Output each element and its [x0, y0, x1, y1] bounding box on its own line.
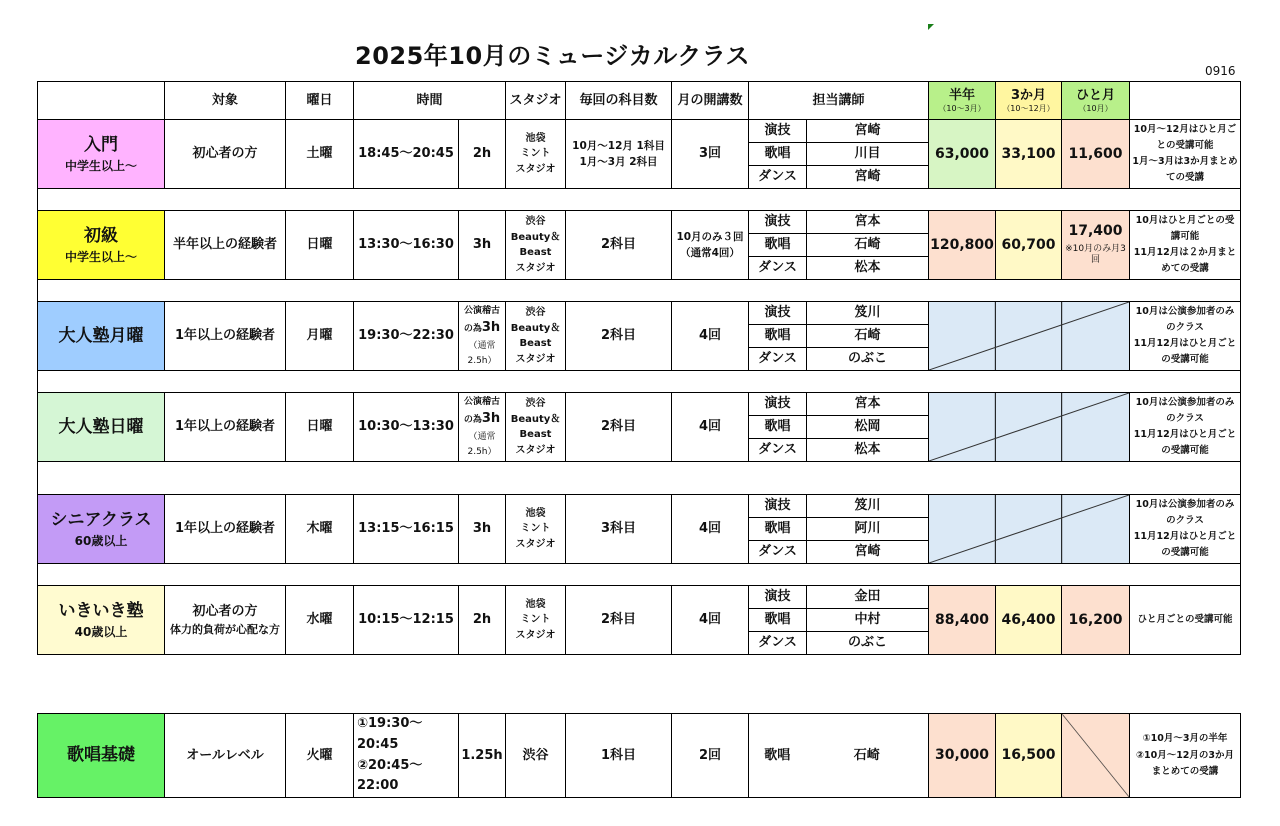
instructor-cell	[749, 495, 929, 564]
price-half-year: 63,000	[929, 120, 996, 189]
price-one-month-na	[1062, 714, 1130, 798]
studio-cell: 渋谷 Beauty＆ Beast スタジオ	[506, 393, 566, 462]
class-schedule-table	[37, 81, 1241, 655]
subject-acting: 演技	[749, 586, 807, 609]
price-half-year: 120,800	[929, 211, 996, 280]
subject-dance: ダンス	[749, 348, 807, 371]
target-cell: オールレベル	[165, 714, 286, 798]
class-row-otona-sunday	[38, 393, 1241, 462]
instructor-name: 川目	[807, 143, 929, 166]
header-three-months: 3か月 （10～12月）	[996, 82, 1062, 120]
subject-acting: 演技	[749, 495, 807, 518]
time-cell: 10:30～13:30	[354, 393, 459, 462]
price-half-year: 88,400	[929, 586, 996, 655]
instructor-name: 石崎	[806, 714, 929, 798]
day-cell: 日曜	[286, 393, 354, 462]
instructor-name: 金田	[807, 586, 929, 609]
subject-acting: 演技	[749, 120, 807, 143]
monthly-cell: 10月のみ３回 （通常4回）	[672, 211, 749, 280]
hours-cell: 1.25h	[459, 714, 506, 798]
subject-singing: 歌唱	[749, 234, 807, 257]
subjects-cell: 2科目	[566, 393, 672, 462]
page-title: 2025年10月のミュージカルクラス	[355, 42, 751, 70]
header-subjects: 毎回の科目数	[566, 82, 672, 120]
time-cell: 18:45～20:45	[354, 120, 459, 189]
diagonal-strike-icon	[929, 302, 1129, 370]
subjects-cell: 2科目	[566, 211, 672, 280]
instructor-name: 中村	[807, 609, 929, 632]
note-cell: 10月は公演参加者のみ のクラス 11月12月はひと月ごと の受講可能	[1130, 495, 1241, 564]
target-cell: 1年以上の経験者	[165, 495, 286, 564]
instructor-name: 宮本	[807, 393, 929, 416]
time-cell: 13:30～16:30	[354, 211, 459, 280]
instructor-name: のぶこ	[847, 351, 887, 367]
hours-cell: 2h	[459, 586, 506, 655]
header-class	[38, 82, 165, 120]
subject-acting: 演技	[749, 302, 807, 325]
note-cell: ひと月ごとの受講可能	[1130, 586, 1241, 655]
instructor-name: のぶこ	[847, 635, 887, 651]
monthly-cell: 2回	[672, 714, 749, 798]
note-cell: 10月～12月はひと月ご との受講可能 1月～3月は3か月まとめ ての受講	[1130, 120, 1241, 189]
header-instructor: 担当講師	[749, 82, 929, 120]
subject-singing: 歌唱	[749, 609, 807, 632]
subject-dance: ダンス	[749, 166, 807, 189]
header-studio: スタジオ	[506, 82, 566, 120]
instructor-name: 阿川	[807, 518, 929, 541]
instructor-cell	[749, 120, 929, 189]
header-half-year: 半年 （10～3月）	[929, 82, 996, 120]
price-three-months: 16,500	[996, 714, 1062, 798]
subjects-cell: 2科目	[566, 302, 672, 371]
diagonal-strike-icon	[929, 393, 1129, 461]
note-cell: ①10月～3月の半年 ②10月～12月の3か月 まとめての受講	[1130, 714, 1241, 798]
spacer-row	[38, 371, 1241, 393]
class-row-senior	[38, 495, 1241, 564]
price-one-month: 17,400 ※10月のみ月3回	[1062, 211, 1130, 280]
instructor-name: 石崎	[807, 234, 929, 257]
studio-cell: 渋谷 Beauty＆ Beast スタジオ	[506, 211, 566, 280]
day-cell: 水曜	[286, 586, 354, 655]
class-row-nyumon	[38, 120, 1241, 189]
target-cell: 初心者の方 体力的負荷が心配な方	[165, 586, 286, 655]
target-cell: 初心者の方	[165, 120, 286, 189]
instructor-cell	[749, 302, 929, 371]
subjects-cell: 3科目	[566, 495, 672, 564]
instructor-cell	[749, 586, 929, 655]
spacer-row	[38, 280, 1241, 302]
instructor-name: 松岡	[807, 416, 929, 439]
header-time: 時間	[354, 82, 506, 120]
singing-basics-table	[37, 713, 1241, 798]
monthly-cell: 4回	[672, 393, 749, 462]
monthly-cell: 3回	[672, 120, 749, 189]
time-cell: 19:30～22:30	[354, 302, 459, 371]
price-one-month: 16,200	[1062, 586, 1130, 655]
studio-cell: 池袋 ミント スタジオ	[506, 495, 566, 564]
note-cell: 10月はひと月ごとの受 講可能 11月12月は２か月まと めての受講	[1130, 211, 1241, 280]
class-name-cell: 入門 中学生以上～	[38, 120, 165, 189]
hours-cell: 3h	[459, 211, 506, 280]
class-name-cell: シニアクラス 60歳以上	[38, 495, 165, 564]
header-row	[38, 82, 1241, 120]
price-na-cell	[929, 302, 1130, 371]
document-code: 0916	[1205, 64, 1236, 78]
spacer-row	[38, 189, 1241, 211]
instructor-name: 笈川	[807, 495, 929, 518]
class-row-shokyu	[38, 211, 1241, 280]
price-one-month: 11,600	[1062, 120, 1130, 189]
studio-cell: 渋谷	[506, 714, 566, 798]
instructor-name: 宮崎	[854, 544, 881, 560]
time-cell: 13:15～16:15	[354, 495, 459, 564]
monthly-cell: 4回	[672, 586, 749, 655]
instructor-cell	[749, 393, 929, 462]
monthly-cell: 4回	[672, 495, 749, 564]
price-three-months: 33,100	[996, 120, 1062, 189]
instructor-name: 宮崎	[807, 120, 929, 143]
class-name-cell: 大人塾日曜	[38, 393, 165, 462]
day-cell: 日曜	[286, 211, 354, 280]
instructor-name: 石崎	[807, 325, 929, 348]
subject-acting: 演技	[749, 211, 807, 234]
studio-cell: 池袋 ミント スタジオ	[506, 120, 566, 189]
class-name-cell: 歌唱基礎	[38, 714, 165, 798]
note-cell: 10月は公演参加者のみ のクラス 11月12月はひと月ごと の受講可能	[1130, 302, 1241, 371]
subject-singing: 歌唱	[749, 416, 807, 439]
header-notes	[1130, 82, 1241, 120]
price-half-year: 30,000	[929, 714, 996, 798]
day-cell: 土曜	[286, 120, 354, 189]
subject-dance: ダンス	[749, 632, 807, 655]
class-row-ikiiki	[38, 586, 1241, 655]
day-cell: 木曜	[286, 495, 354, 564]
subjects-cell: 1科目	[566, 714, 672, 798]
class-name-cell: いきいき塾 40歳以上	[38, 586, 165, 655]
subject-singing: 歌唱	[749, 714, 806, 798]
day-cell: 火曜	[286, 714, 354, 798]
cell-marker-icon	[928, 24, 934, 30]
instructor-name: 宮崎	[854, 169, 881, 185]
hours-cell: 3h	[459, 495, 506, 564]
subject-acting: 演技	[749, 393, 807, 416]
header-day: 曜日	[286, 82, 354, 120]
target-cell: 1年以上の経験者	[165, 393, 286, 462]
target-cell: 1年以上の経験者	[165, 302, 286, 371]
diagonal-strike-icon	[929, 495, 1129, 563]
hours-cell: 公演稽古 の為3h （通常 2.5h）	[459, 302, 506, 371]
header-target: 対象	[165, 82, 286, 120]
subjects-cell: 10月～12月 1科目 1月～3月 2科目	[566, 120, 672, 189]
subject-dance: ダンス	[749, 257, 807, 280]
price-na-cell	[929, 495, 1130, 564]
monthly-cell: 4回	[672, 302, 749, 371]
hours-cell: 公演稽古 の為3h （通常 2.5h）	[459, 393, 506, 462]
header-one-month: ひと月 （10月）	[1062, 82, 1130, 120]
day-cell: 月曜	[286, 302, 354, 371]
instructor-name: 松本	[854, 442, 881, 458]
subject-dance: ダンス	[749, 439, 807, 462]
studio-cell: 池袋 ミント スタジオ	[506, 586, 566, 655]
subject-singing: 歌唱	[749, 518, 807, 541]
hours-cell: 2h	[459, 120, 506, 189]
price-na-cell	[929, 393, 1130, 462]
class-row-otona-monday	[38, 302, 1241, 371]
note-cell: 10月は公演参加者のみ のクラス 11月12月はひと月ごと の受講可能	[1130, 393, 1241, 462]
subject-singing: 歌唱	[749, 325, 807, 348]
time-cell: ①19:30～20:45 ②20:45～22:00	[354, 714, 459, 798]
time-cell: 10:15～12:15	[354, 586, 459, 655]
class-row-song-basics	[38, 714, 1241, 798]
spacer-row	[38, 564, 1241, 586]
instructor-name: 宮本	[807, 211, 929, 234]
subject-dance: ダンス	[749, 541, 807, 564]
price-three-months: 46,400	[996, 586, 1062, 655]
header-monthly: 月の開講数	[672, 82, 749, 120]
target-cell: 半年以上の経験者	[165, 211, 286, 280]
instructor-name: 松本	[854, 260, 881, 276]
subject-singing: 歌唱	[749, 143, 807, 166]
instructor-cell	[749, 211, 929, 280]
studio-cell: 渋谷 Beauty＆ Beast スタジオ	[506, 302, 566, 371]
spacer-row	[38, 462, 1241, 495]
instructor-name: 笈川	[807, 302, 929, 325]
class-name-cell: 初級 中学生以上～	[38, 211, 165, 280]
price-three-months: 60,700	[996, 211, 1062, 280]
class-name-cell: 大人塾月曜	[38, 302, 165, 371]
subjects-cell: 2科目	[566, 586, 672, 655]
